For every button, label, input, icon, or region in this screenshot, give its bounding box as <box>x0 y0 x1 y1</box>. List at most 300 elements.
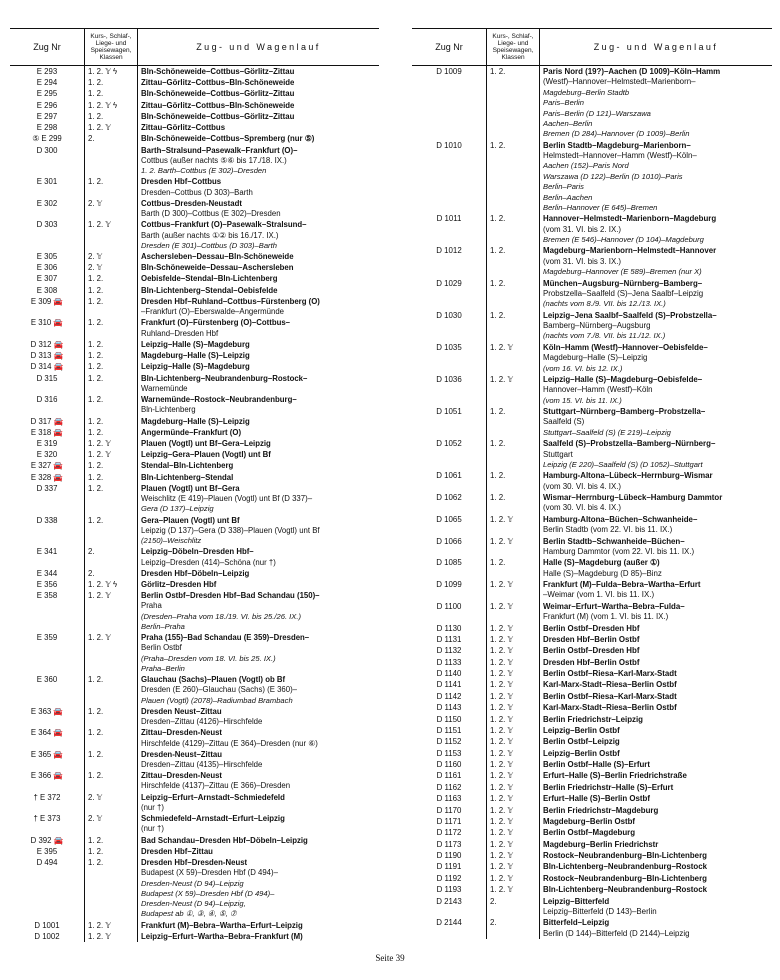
train-number: D 1130 <box>412 623 487 634</box>
train-classes: 1. 2. 𝕐 <box>487 873 540 884</box>
train-row <box>412 601 772 623</box>
train-row <box>10 394 379 415</box>
train-route <box>138 133 380 144</box>
route-line: Bln-Schöneweide–Cottbus–Spremberg (nur ⑤) <box>141 134 315 144</box>
train-classes: 1. 2. 𝕐 <box>487 668 540 679</box>
route-line: Cottbus–Dresden-Neustadt <box>141 198 242 208</box>
route-line: Praha (155)–Bad Schandau (E 359)–Dresden– <box>141 633 310 643</box>
train-classes: 2. <box>85 133 138 144</box>
train-row <box>412 438 772 470</box>
train-classes: 1. 2. <box>85 674 138 706</box>
route-line: Barth (D 300)–Cottbus (E 302)–Dresden <box>141 209 281 219</box>
train-classes: 1. 2. 𝕐 <box>85 122 138 133</box>
train-row <box>412 623 772 634</box>
train-number: E 344 <box>10 568 85 579</box>
route-line: Probstzella–Saalfeld (S)–Jena Saalbf–Leipzig <box>543 288 704 298</box>
train-classes: 1. 2. 𝕐 <box>85 219 138 251</box>
train-route <box>138 706 380 727</box>
route-line: Berlin Ostbf–Dresden Hbf <box>543 623 640 633</box>
train-classes: 2. 𝕐 <box>85 262 138 273</box>
route-line: Leipzig (E 220)–Saalfeld (S) (D 1052)–Stuttgart <box>543 459 703 469</box>
route-line: Leipzig–Jena Saalbf–Saalfeld (S)–Probstzella– <box>543 310 717 320</box>
train-number: E 293 <box>10 66 85 78</box>
train-route <box>138 296 380 317</box>
train-row <box>412 278 772 310</box>
train-number: D 1131 <box>412 634 487 645</box>
train-route <box>138 590 380 632</box>
train-classes: 1. 2. 𝕐 <box>487 623 540 634</box>
train-route <box>540 634 773 645</box>
train-route <box>138 813 380 834</box>
route-line: Karl-Marx-Stadt–Riesa–Berlin Ostbf <box>543 703 677 713</box>
train-row <box>412 213 772 245</box>
train-route <box>540 668 773 679</box>
train-classes: 2. <box>85 546 138 567</box>
header-klassen: Kurs-, Schlaf-, Liege- und Speisewagen, Klassen <box>487 29 540 66</box>
route-line: Köln–Hamm (Westf)–Hannover–Oebisfelde– <box>543 342 708 352</box>
train-classes: 1. 2. 𝕐 <box>487 805 540 816</box>
route-line: Dresden-Neust (D 94)–Leipzig <box>141 878 244 888</box>
train-number: D 1143 <box>412 702 487 713</box>
train-classes: 1. 2. 𝕐 <box>487 884 540 895</box>
train-number: D 1099 <box>412 579 487 601</box>
train-row <box>10 813 379 834</box>
route-line: Hamburg-Altona–Büchen–Schwanheide– <box>543 514 698 524</box>
train-row <box>10 373 379 394</box>
train-number: E 294 <box>10 77 85 88</box>
right-timetable <box>412 28 772 939</box>
route-line: Dresden Hbf–Ruhland–Cottbus–Fürstenberg (O) <box>141 296 320 306</box>
route-line: Magdeburg–Hannover (E 589)–Bremen (nur X) <box>543 267 702 277</box>
train-classes: 1. 2. 𝕐 <box>487 736 540 747</box>
route-line: Leipzig–Berlin Ostbf <box>543 748 620 758</box>
train-classes: 1. 2. <box>85 835 138 846</box>
train-number: D 315 <box>10 373 85 394</box>
train-row <box>10 792 379 813</box>
train-classes: 1. 2. 𝕐 <box>487 691 540 702</box>
train-classes: 1. 2. 𝕐 <box>487 342 540 374</box>
train-row <box>412 896 772 918</box>
route-line: Paris–Berlin <box>543 98 584 108</box>
train-number: D 316 <box>10 394 85 415</box>
train-classes: 2. 𝕐 <box>85 813 138 834</box>
train-row <box>10 835 379 846</box>
train-row <box>412 793 772 804</box>
train-row <box>10 111 379 122</box>
train-classes: 1. 2. 𝕐 <box>487 634 540 645</box>
route-line: Berlin–Aachen <box>543 192 593 202</box>
route-line: Warnemünde–Rostock–Neubrandenburg– <box>141 395 297 405</box>
route-line: Dresden Hbf–Cottbus <box>141 177 222 187</box>
train-row <box>412 634 772 645</box>
train-route <box>540 782 773 793</box>
train-route <box>540 805 773 816</box>
route-line: Oebisfelde–Stendal–Bln-Lichtenberg <box>141 274 278 284</box>
train-route <box>138 427 380 438</box>
train-row <box>412 816 772 827</box>
train-table-right <box>412 28 772 939</box>
train-classes: 1. 2. <box>85 749 138 770</box>
train-row <box>10 317 379 338</box>
train-row <box>10 460 379 471</box>
train-row <box>412 770 772 781</box>
train-route <box>540 245 773 277</box>
route-line: Leipzig (D 137)–Gera (D 338)–Plauen (Vogtl) unt Bf <box>141 525 320 535</box>
route-line: Saalfeld (S)–Probstzella–Bamberg–Nürnberg– <box>543 439 716 449</box>
train-route <box>138 931 380 942</box>
train-route <box>138 449 380 460</box>
route-line: Berlin Ostbf–Dresden Hbf–Bad Schandau (150)– <box>141 591 320 601</box>
train-classes: 1. 2. <box>85 515 138 547</box>
train-route <box>540 213 773 245</box>
train-row <box>10 568 379 579</box>
train-row <box>10 77 379 88</box>
train-number: D 1192 <box>412 873 487 884</box>
train-row <box>10 438 379 449</box>
train-number: E 358 <box>10 590 85 632</box>
route-line: Bln-Schöneweide–Dessau–Aschersleben <box>141 263 294 273</box>
train-route <box>138 515 380 547</box>
train-row <box>412 492 772 514</box>
table-header <box>10 29 379 66</box>
train-classes: 1. 2. <box>85 857 138 919</box>
route-line: Leipzig–Erfurt–Arnstadt–Schmiedefeld <box>141 792 285 802</box>
train-classes: 1. 2. 𝕐 <box>487 657 540 668</box>
train-row <box>412 140 772 214</box>
route-line: Bremen (D 284)–Hannover (D 1009)–Berlin <box>543 129 690 139</box>
route-line: Dresden (E 301)–Cottbus (D 303)–Barth <box>141 240 277 250</box>
route-line: Leipzig–Halle (S)–Magdeburg <box>141 339 250 349</box>
train-classes: 1. 2. 𝕐 <box>487 850 540 861</box>
train-route <box>138 350 380 361</box>
train-classes: 1. 2. <box>85 285 138 296</box>
train-number: D 1012 <box>412 245 487 277</box>
train-classes: 1. 2. <box>487 557 540 579</box>
route-line: Weischlitz (E 419)–Plauen (Vogtl) unt Bf (D 337)– <box>141 494 313 504</box>
train-number: E 328 🚘 <box>10 472 85 483</box>
route-line: Aachen (152)–Paris Nord <box>543 161 629 171</box>
route-line: Leipzig–Halle (S)–Magdeburg–Oebisfelde– <box>543 374 703 384</box>
route-line: Berlin Stadtb–Schwanheide–Büchen– <box>543 536 685 546</box>
train-classes: 1. 2. <box>487 310 540 342</box>
page-number: Seite 39 <box>375 953 405 963</box>
route-line: Hamburg-Altona–Lübeck–Herrnburg–Wismar <box>543 471 713 481</box>
train-route <box>540 557 773 579</box>
train-row <box>412 514 772 536</box>
route-line: Berlin Ostbf–Leipzig <box>543 737 620 747</box>
route-line: Hirschfelde (4129)–Zittau (E 364)–Dresden (nur ⑥) <box>141 738 318 748</box>
train-number: E 298 <box>10 122 85 133</box>
train-row <box>412 310 772 342</box>
train-classes: 1. 2. 𝕐 <box>487 536 540 558</box>
route-line: Gera–Plauen (Vogtl) unt Bf <box>141 515 240 525</box>
route-line: (Westf)–Hannover–Helmstedt–Marienborn– <box>543 77 696 87</box>
route-line: (nachts vom 8./9. VII. bis 12./13. IX.) <box>543 299 666 309</box>
train-classes: 1. 2. <box>487 140 540 214</box>
train-route <box>138 920 380 931</box>
route-line: Barth–Stralsund–Pasewalk–Frankfurt (O)– <box>141 145 298 155</box>
route-line: Stuttgart–Nürnberg–Bamberg–Probstzella– <box>543 407 706 416</box>
route-line: Leipzig–Gera–Plauen (Vogtl) unt Bf <box>141 450 271 460</box>
train-route <box>138 285 380 296</box>
route-line: Plauen (Vogtl) (2078)–Radiumbad Brambach <box>141 695 293 705</box>
train-route <box>138 339 380 350</box>
train-route <box>138 77 380 88</box>
route-line: Frankfurt (O)–Fürstenberg (O)–Cottbus– <box>141 318 291 328</box>
route-line: Zittau–Görlitz–Cottbus–Bln-Schöneweide <box>141 100 295 110</box>
train-route <box>138 219 380 251</box>
train-number: D 1036 <box>412 374 487 406</box>
train-number: D 494 <box>10 857 85 919</box>
train-route <box>138 198 380 219</box>
train-route <box>540 793 773 804</box>
left-timetable <box>10 28 379 942</box>
train-route <box>540 827 773 838</box>
train-route <box>540 679 773 690</box>
train-classes: 2. 𝕐 <box>85 792 138 813</box>
train-classes: 1. 2. <box>85 483 138 515</box>
train-number: D 1009 <box>412 66 487 140</box>
route-line: Plauen (Vogtl) unt Bf–Gera <box>141 483 240 493</box>
route-line: Berlin Ostbf <box>141 643 182 653</box>
route-line: Berlin Ostbf–Riesa–Karl-Marx-Stadt <box>543 669 677 678</box>
train-number: E 359 <box>10 632 85 674</box>
route-line: Bln-Lichtenberg–Neubrandenburg–Rostock <box>543 885 707 895</box>
train-row <box>412 579 772 601</box>
train-row <box>10 145 379 177</box>
route-line: (vom 31. VI. bis 3. IX.) <box>543 256 622 266</box>
train-row <box>10 133 379 144</box>
route-line: Helmstedt–Hannover–Hamm (Westf)–Köln– <box>543 151 697 160</box>
route-line: Ruhland–Dresden Hbf <box>141 328 219 338</box>
train-number: D 1163 <box>412 793 487 804</box>
train-row <box>412 679 772 690</box>
train-route <box>138 394 380 415</box>
train-classes: 1. 2. 𝕐 <box>85 590 138 632</box>
route-line: Leipzig–Erfurt–Wartha–Bebra–Frankfurt (M) <box>141 931 303 941</box>
train-classes: 1. 2. <box>85 416 138 427</box>
train-number: D 1052 <box>412 438 487 470</box>
route-line: Magdeburg–Halle (S)–Leipzig <box>141 351 250 361</box>
train-number: † E 373 <box>10 813 85 834</box>
route-line: Dresden-Neust–Zittau <box>141 749 223 759</box>
train-number: E 310 🚘 <box>10 317 85 338</box>
route-line: Warszawa (D 122)–Berlin (D 1010)–Paris <box>543 171 683 181</box>
train-classes: 1. 2. <box>85 361 138 372</box>
train-number: D 313 🚘 <box>10 350 85 361</box>
train-route <box>138 317 380 338</box>
route-line: Berlin Stadtb (vom 22. VI. bis 11. IX.) <box>543 525 673 535</box>
train-number: D 303 <box>10 219 85 251</box>
train-route <box>138 472 380 483</box>
train-number: E 327 🚘 <box>10 460 85 471</box>
train-row <box>10 416 379 427</box>
train-route <box>540 759 773 770</box>
train-classes: 1. 2. 𝕐 <box>487 374 540 406</box>
route-line: Berlin–Hannover (E 645)–Bremen <box>543 202 658 212</box>
train-row <box>412 645 772 656</box>
train-classes: 1. 2. <box>85 88 138 99</box>
train-row <box>10 100 379 111</box>
train-number: E 305 <box>10 251 85 262</box>
train-route <box>138 483 380 515</box>
train-row <box>412 725 772 736</box>
train-number: D 338 <box>10 515 85 547</box>
train-classes: 1. 2. 𝕐 <box>487 793 540 804</box>
train-classes: 1. 2. <box>85 373 138 394</box>
train-number: D 1085 <box>412 557 487 579</box>
route-line: Bln-Lichtenberg–Stendal <box>141 472 234 482</box>
route-line: Dresden Neust–Zittau <box>141 706 222 716</box>
route-line: 1. 2. Barth–Cottbus (E 302)–Dresden <box>141 166 267 176</box>
train-route <box>138 846 380 857</box>
route-line: Zittau–Görlitz–Cottbus–Bln-Schöneweide <box>141 78 295 88</box>
train-number: D 1061 <box>412 470 487 492</box>
train-classes: 1. 2. <box>85 472 138 483</box>
train-classes: 1. 2. 𝕐 <box>487 748 540 759</box>
train-classes: 1. 2. 𝕐 ϟ <box>85 66 138 78</box>
train-row <box>10 727 379 748</box>
train-route <box>540 536 773 558</box>
route-line: Bamberg–Nürnberg–Augsburg <box>543 321 651 330</box>
train-number: D 337 <box>10 483 85 515</box>
train-classes: 1. 2. 𝕐 <box>85 449 138 460</box>
route-line: Frankfurt (M)–Bebra–Wartha–Erfurt–Leipzig <box>141 920 303 930</box>
route-line: Leipzig–Halle (S)–Magdeburg <box>141 362 250 372</box>
train-number: D 1162 <box>412 782 487 793</box>
train-route <box>138 727 380 748</box>
train-classes: 1. 2. 𝕐 <box>487 839 540 850</box>
train-route <box>540 438 773 470</box>
route-line: Cottbus–Frankfurt (O)–Pasewalk–Stralsund– <box>141 220 307 230</box>
route-line: Glauchau (Sachs)–Plauen (Vogtl) ob Bf <box>141 675 286 685</box>
route-line: Praha–Berlin <box>141 663 185 673</box>
train-row <box>10 262 379 273</box>
route-line: (2150)–Weischlitz <box>141 536 202 546</box>
route-line: Berlin Ostbf–Dresden Hbf <box>543 646 640 656</box>
train-number: D 300 <box>10 145 85 177</box>
train-number: E 356 <box>10 579 85 590</box>
train-number: D 1151 <box>412 725 487 736</box>
train-classes: 1. 2. 𝕐 <box>487 579 540 601</box>
train-row <box>10 198 379 219</box>
train-row <box>412 839 772 850</box>
route-line: Dresden Hbf–Berlin Ostbf <box>543 634 640 644</box>
train-classes: 1. 2. <box>487 406 540 438</box>
route-line: Bremen (E 546)–Hannover (D 104)–Magdeburg <box>543 235 704 244</box>
train-route <box>138 632 380 674</box>
route-line: Berlin Friedrichstr–Magdeburg <box>543 805 659 815</box>
train-number: D 1030 <box>412 310 487 342</box>
train-classes: 1. 2. <box>487 470 540 492</box>
train-row <box>412 342 772 374</box>
train-number: D 1062 <box>412 492 487 514</box>
route-line: Magdeburg–Berlin Ostbf <box>543 816 636 826</box>
route-line: Plauen (Vogtl) unt Bf–Gera–Leipzig <box>141 438 271 448</box>
train-row <box>10 339 379 350</box>
train-route <box>138 361 380 372</box>
train-number: D 1152 <box>412 736 487 747</box>
train-rows-left <box>10 66 379 942</box>
train-number: E 395 <box>10 846 85 857</box>
train-route <box>540 342 773 374</box>
route-line: Görlitz–Dresden Hbf <box>141 580 217 590</box>
train-row <box>412 827 772 838</box>
train-row <box>10 361 379 372</box>
train-number: D 1051 <box>412 406 487 438</box>
train-route <box>138 66 380 78</box>
route-line: Berlin–Paris <box>543 182 584 192</box>
train-row <box>10 770 379 791</box>
train-row <box>412 748 772 759</box>
train-row <box>412 657 772 668</box>
train-classes: 1. 2. <box>487 492 540 514</box>
train-number: D 1065 <box>412 514 487 536</box>
route-line: Leipzig–Bitterfeld (D 143)–Berlin <box>543 906 657 916</box>
train-route <box>138 792 380 813</box>
train-classes: 1. 2. 𝕐 <box>487 827 540 838</box>
train-route <box>138 770 380 791</box>
route-line: Bln-Lichtenberg–Neubrandenburg–Rostock <box>543 862 707 872</box>
train-number: D 2144 <box>412 917 487 939</box>
train-number: D 1132 <box>412 645 487 656</box>
route-line: Frankfurt (M) (vom 1. VI. bis 11. IX.) <box>543 612 669 622</box>
train-row <box>412 873 772 884</box>
route-line: Saalfeld (S) <box>543 417 585 427</box>
route-line: Budapest ab ①, ③, ④, ⑤, ⑦ <box>141 909 237 919</box>
train-number: D 1171 <box>412 816 487 827</box>
route-line: Weimar–Erfurt–Wartha–Bebra–Fulda– <box>543 601 685 611</box>
train-number: E 319 <box>10 438 85 449</box>
train-classes: 1. 2. 𝕐 <box>85 438 138 449</box>
route-line: Aachen–Berlin <box>543 118 593 128</box>
train-classes: 1. 2. 𝕐 <box>487 770 540 781</box>
train-route <box>138 749 380 770</box>
train-classes: 1. 2. <box>85 111 138 122</box>
train-number: D 1011 <box>412 213 487 245</box>
route-line: (Dresden–Praha vom 18./19. VI. bis 25./26. IX.) <box>141 611 301 621</box>
route-line: (vom 16. VI. bis 12. IX.) <box>543 363 623 373</box>
route-line: Magdeburg–Berlin Stadtb <box>543 87 630 97</box>
train-number: D 312 🚘 <box>10 339 85 350</box>
train-row <box>412 702 772 713</box>
train-row <box>412 861 772 872</box>
train-route <box>540 406 773 438</box>
train-row <box>10 122 379 133</box>
route-line: Zittau–Dresden-Neust <box>141 771 223 781</box>
train-row <box>10 706 379 727</box>
train-number: D 1153 <box>412 748 487 759</box>
route-line: Dresden Hbf–Döbeln–Leipzig <box>141 568 250 578</box>
train-row <box>412 245 772 277</box>
train-number: D 1100 <box>412 601 487 623</box>
train-number: D 1191 <box>412 861 487 872</box>
route-line: Dresden Hbf–Zittau <box>141 846 213 856</box>
train-row <box>412 66 772 140</box>
train-classes: 1. 2. 𝕐 <box>487 782 540 793</box>
route-line: Bln-Schöneweide–Cottbus–Görlitz–Zittau <box>141 67 295 76</box>
route-line: Rostock–Neubrandenburg–Bln-Lichtenberg <box>543 851 707 860</box>
route-line: (vom 30. VI. bis 4. IX.) <box>543 481 622 491</box>
train-row <box>10 66 379 78</box>
header-lauf: Zug- und Wagenlauf <box>540 29 773 66</box>
train-number: D 1170 <box>412 805 487 816</box>
route-line: Erfurt–Halle (S)–Berlin Friedrichstraße <box>543 771 687 781</box>
train-number: E 296 <box>10 100 85 111</box>
train-route <box>540 725 773 736</box>
train-route <box>540 470 773 492</box>
train-number: D 1035 <box>412 342 487 374</box>
